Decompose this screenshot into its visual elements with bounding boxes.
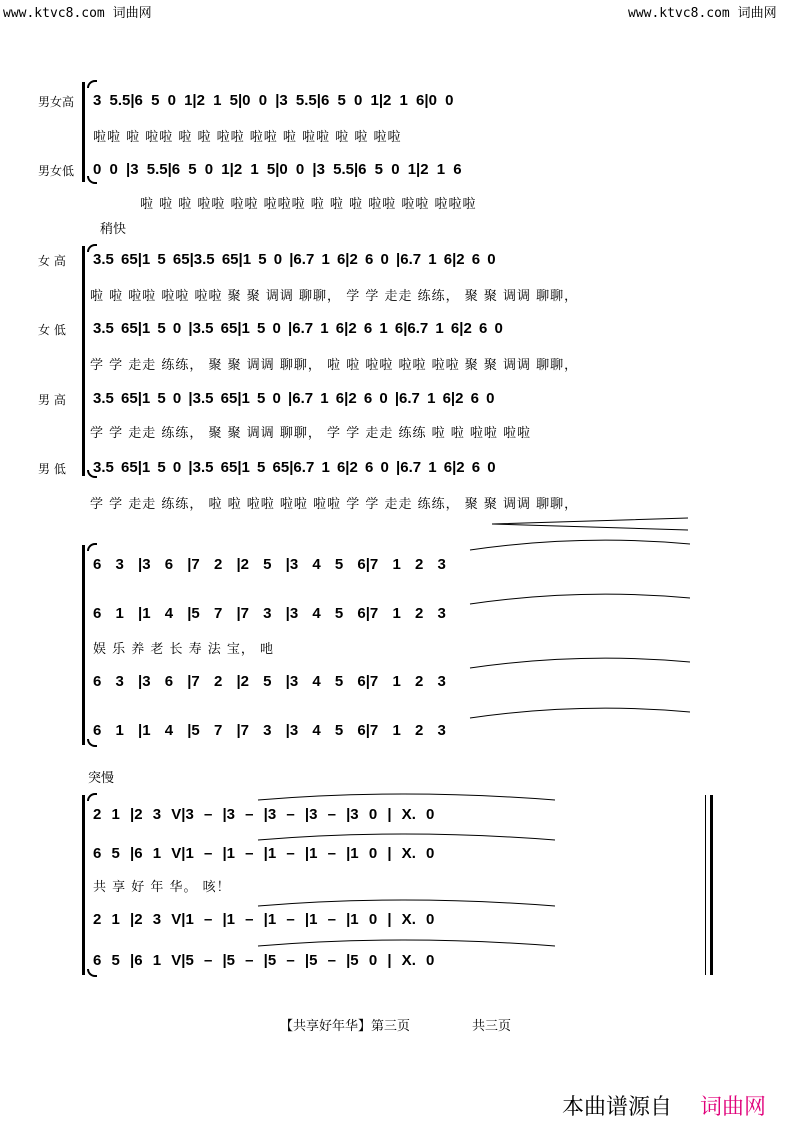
notation-line: 3.5 65|1 5 0 |3.5 65|1 5 0 |6.7 1 6|2 6 0 |6.7 1 6|2 6 0 <box>93 390 495 407</box>
slur <box>470 540 690 550</box>
tempo-marking: 突慢 <box>88 771 115 786</box>
lyric-line: 共 享 好 年 华。 咳！ <box>93 880 231 895</box>
notation-line: 3.5 65|1 5 0 |3.5 65|1 5 0 |6.7 1 6|2 6 1 6|6.7 1 6|2 6 0 <box>93 320 503 337</box>
notation-line: 2 1 |2 3 V|3 – |3 – |3 – |3 – |3 0 | X. 0 <box>93 806 435 823</box>
watermark-left: www.ktvc8.com 词曲网 <box>3 6 152 21</box>
slur <box>258 940 555 946</box>
lyric-line: 啦 啦 啦啦 啦啦 啦啦 聚 聚 调调 聊聊， 学 学 走走 练练， 聚 聚 调调 聊聊， <box>90 289 579 304</box>
crescendo-hairpin <box>492 518 688 530</box>
notation-line: 6 5 |6 1 V|1 – |1 – |1 – |1 – |1 0 | X. 0 <box>93 845 435 862</box>
notation-line: 6 1 |1 4 |5 7 |7 3 |3 4 5 6|7 1 2 3 <box>93 722 446 739</box>
notation-line: 6 3 |3 6 |7 2 |2 5 |3 4 5 6|7 1 2 3 <box>93 556 446 573</box>
slur <box>258 900 555 906</box>
watermark-right: www.ktvc8.com 词曲网 <box>628 6 777 21</box>
notation-line: 3.5 65|1 5 65|3.5 65|1 5 0 |6.7 1 6|2 6 0 |6.7 1 6|2 6 0 <box>93 251 496 268</box>
notation-line: 3.5 65|1 5 0 |3.5 65|1 5 65|6.7 1 6|2 6 0 |6.7 1 6|2 6 0 <box>93 459 496 476</box>
page-footer-title: 【共享好年华】第三页 <box>280 1019 411 1034</box>
part-label: 女 高 <box>38 254 66 268</box>
part-label: 女 低 <box>38 323 66 337</box>
brand-prefix: 本曲谱源自 <box>562 1095 673 1120</box>
lyric-line: 学 学 走走 练练， 聚 聚 调调 聊聊， 啦 啦 啦啦 啦啦 啦啦 聚 聚 调调 聊聊， <box>90 358 579 373</box>
slur <box>470 658 690 668</box>
notation-line: 6 1 |1 4 |5 7 |7 3 |3 4 5 6|7 1 2 3 <box>93 605 446 622</box>
slur <box>258 794 555 800</box>
part-label: 男 低 <box>38 462 66 476</box>
tempo-marking: 稍快 <box>100 222 127 237</box>
part-label: 男女高 <box>38 95 75 109</box>
lyric-line: 学 学 走走 练练， 聚 聚 调调 聊聊， 学 学 走走 练练 啦 啦 啦啦 啦啦 <box>90 426 531 441</box>
part-label: 男 高 <box>38 393 66 407</box>
slur <box>470 594 690 604</box>
notation-line: 6 3 |3 6 |7 2 |2 5 |3 4 5 6|7 1 2 3 <box>93 673 446 690</box>
brand-site-link[interactable]: 词曲网 <box>700 1095 767 1120</box>
notation-line: 6 5 |6 1 V|5 – |5 – |5 – |5 – |5 0 | X. 0 <box>93 952 435 969</box>
lyric-line: 啦 啦 啦 啦啦 啦啦 啦啦啦 啦 啦 啦 啦啦 啦啦 啦啦啦 <box>140 197 477 212</box>
part-label: 男女低 <box>38 164 75 178</box>
slur <box>258 834 555 840</box>
lyric-line: 啦啦 啦 啦啦 啦 啦 啦啦 啦啦 啦 啦啦 啦 啦 啦啦 <box>93 130 402 145</box>
notation-line: 3 5.5|6 5 0 1|2 1 5|0 0 |3 5.5|6 5 0 1|2 1 6|0 0 <box>93 92 454 109</box>
slur <box>470 708 690 718</box>
notation-line: 2 1 |2 3 V|1 – |1 – |1 – |1 – |1 0 | X. 0 <box>93 911 435 928</box>
page-footer-count: 共三页 <box>472 1019 512 1034</box>
lyric-line: 学 学 走走 练练， 啦 啦 啦啦 啦啦 啦啦 学 学 走走 练练， 聚 聚 调调 聊聊， <box>90 497 579 512</box>
lyric-line: 娱 乐 养 老 长 寿 法 宝， 吔 <box>93 642 275 657</box>
notation-line: 0 0 |3 5.5|6 5 0 1|2 1 5|0 0 |3 5.5|6 5 0 1|2 1 6 <box>93 161 462 178</box>
